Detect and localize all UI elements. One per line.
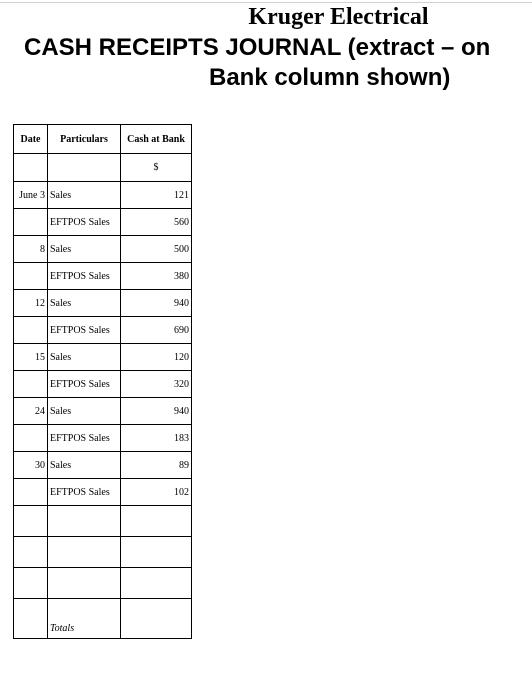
table-cell: [14, 154, 48, 182]
amount-cell: 183: [121, 425, 192, 452]
date-cell: 24: [14, 398, 48, 425]
table-row: [14, 290, 192, 317]
date-cell: June 3: [14, 182, 48, 209]
date-cell: [14, 209, 48, 236]
particulars-cell: EFTPOS Sales: [48, 209, 121, 236]
table-row: [14, 236, 192, 263]
totals-amount-cell: [121, 599, 192, 639]
totals-row: [14, 599, 192, 639]
amount-cell: 690: [121, 317, 192, 344]
table-cell: [48, 506, 121, 537]
amount-cell: 102: [121, 479, 192, 506]
particulars-cell: EFTPOS Sales: [48, 317, 121, 344]
table-cell: [48, 154, 121, 182]
journal-title-line-1: CASH RECEIPTS JOURNAL (extract – on: [24, 34, 491, 61]
particulars-cell: EFTPOS Sales: [48, 263, 121, 290]
table-row: [14, 371, 192, 398]
amount-cell: 940: [121, 290, 192, 317]
column-header-date: Date: [14, 125, 48, 154]
table-row: [14, 452, 192, 479]
amount-cell: 500: [121, 236, 192, 263]
date-cell: [14, 425, 48, 452]
particulars-cell: Sales: [48, 452, 121, 479]
table-row: [14, 182, 192, 209]
table-row: [14, 263, 192, 290]
journal-title-line-2: Bank column shown): [209, 64, 451, 91]
company-name: Kruger Electrical: [248, 4, 429, 30]
table-row: [14, 209, 192, 236]
column-header-cash-at-bank: Cash at Bank: [121, 125, 192, 154]
particulars-cell: EFTPOS Sales: [48, 371, 121, 398]
table-cell: [14, 599, 48, 639]
table-row: [14, 398, 192, 425]
currency-row: [14, 154, 192, 182]
amount-cell: 940: [121, 398, 192, 425]
table-cell: [121, 537, 192, 568]
table-cell: [121, 568, 192, 599]
table-row: [14, 317, 192, 344]
totals-label: Totals: [48, 599, 121, 639]
particulars-cell: EFTPOS Sales: [48, 479, 121, 506]
table-row: [14, 425, 192, 452]
particulars-cell: Sales: [48, 344, 121, 371]
table-cell: [121, 506, 192, 537]
date-cell: 12: [14, 290, 48, 317]
table-cell: [14, 506, 48, 537]
date-cell: 8: [14, 236, 48, 263]
date-cell: [14, 479, 48, 506]
table-cell: [48, 537, 121, 568]
column-header-particulars: Particulars: [48, 125, 121, 154]
date-cell: [14, 371, 48, 398]
particulars-cell: Sales: [48, 290, 121, 317]
particulars-cell: Sales: [48, 398, 121, 425]
blank-row: [14, 568, 192, 599]
amount-cell: 89: [121, 452, 192, 479]
currency-symbol: $: [121, 154, 192, 182]
top-divider: [0, 2, 532, 3]
table-cell: [48, 568, 121, 599]
amount-cell: 560: [121, 209, 192, 236]
table-row: [14, 344, 192, 371]
particulars-cell: Sales: [48, 182, 121, 209]
particulars-cell: EFTPOS Sales: [48, 425, 121, 452]
table-cell: [14, 537, 48, 568]
table-row: [14, 479, 192, 506]
amount-cell: 380: [121, 263, 192, 290]
blank-row: [14, 537, 192, 568]
table-cell: [14, 568, 48, 599]
date-cell: [14, 263, 48, 290]
date-cell: 30: [14, 452, 48, 479]
amount-cell: 320: [121, 371, 192, 398]
particulars-cell: Sales: [48, 236, 121, 263]
blank-row: [14, 506, 192, 537]
table-header-row: [14, 125, 192, 154]
amount-cell: 120: [121, 344, 192, 371]
date-cell: 15: [14, 344, 48, 371]
cash-receipts-table: [13, 124, 192, 639]
amount-cell: 121: [121, 182, 192, 209]
date-cell: [14, 317, 48, 344]
